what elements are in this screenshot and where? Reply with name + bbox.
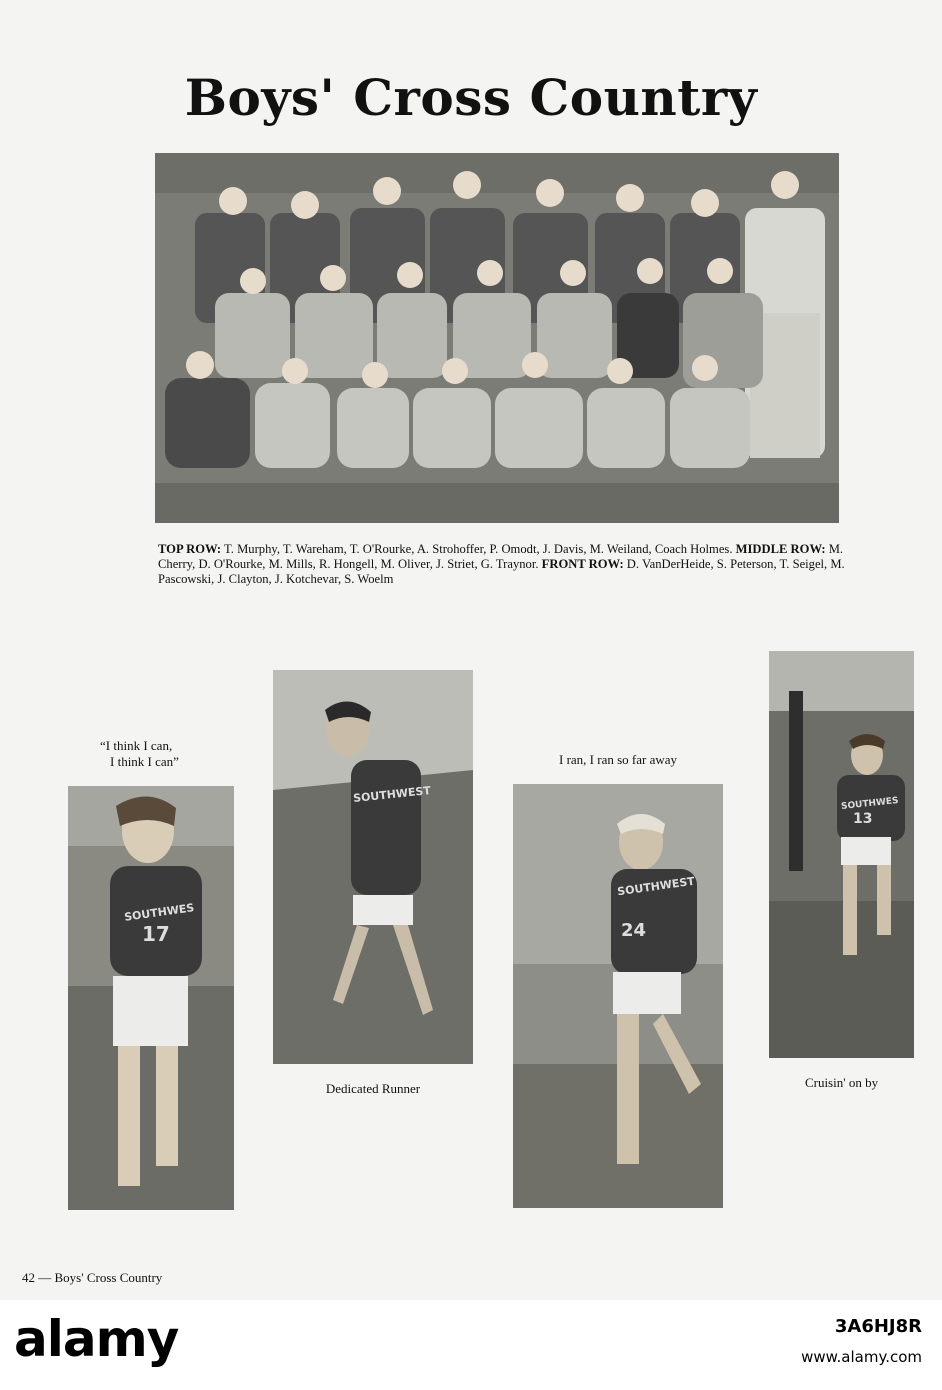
- jersey-number-1: 17: [142, 922, 170, 946]
- jersey-text-1: SOUTHWES: [123, 901, 196, 924]
- jersey-number-4: 13: [853, 811, 873, 827]
- runner-photo-3: [513, 784, 723, 1208]
- team-photo: [155, 153, 839, 523]
- middle-row-label: MIDDLE ROW:: [735, 542, 826, 556]
- jersey-number-3: 24: [621, 920, 647, 941]
- runner-photo-2: [273, 670, 473, 1064]
- front-row-label: FRONT ROW:: [541, 557, 624, 571]
- photo-caption-2: Dedicated Runner: [325, 1081, 421, 1096]
- stock-banner: [0, 1300, 942, 1390]
- photo-caption-4: Cruisin' on by: [804, 1075, 879, 1090]
- jersey-text-4: SOUTHWES: [840, 796, 900, 812]
- photo-caption-3: I ran, I ran so far away: [558, 752, 678, 767]
- runner-photo-4: [769, 651, 914, 1058]
- banner-url: www.alamy.com: [801, 1348, 922, 1366]
- page-footer: 42 — Boys' Cross Country: [22, 1270, 163, 1285]
- top-row-names: T. Murphy, T. Wareham, T. O'Rourke, A. Strohoffer, P. Omodt, J. Davis, M. Weiland, Coach Holmes.: [221, 542, 736, 556]
- page-title: Boys' Cross Country: [184, 68, 758, 127]
- top-row-label: TOP ROW:: [158, 542, 222, 556]
- runner-photo-1: [68, 786, 234, 1210]
- middle-row-names: M. Cherry, D. O'Rourke, M. Mills, R. Hongell, M. Oliver, J. Striet, G. Traynor.: [158, 542, 844, 571]
- image-id: 3A6HJ8R: [834, 1316, 922, 1337]
- photo-caption-1: [100, 738, 179, 770]
- caption-line-2: I think I can”: [110, 754, 179, 769]
- alamy-logo: alamy: [14, 1310, 179, 1368]
- front-row-names: D. VanDerHeide, S. Peterson, T. Seigel, M. Pascowski, J. Clayton, J. Kotchevar, S. Woelm: [158, 557, 845, 586]
- jersey-text-3: SOUTHWEST: [616, 874, 696, 899]
- team-caption: [158, 542, 848, 587]
- caption-line-1: “I think I can,: [100, 738, 173, 753]
- jersey-text-2: SOUTHWEST: [352, 783, 432, 806]
